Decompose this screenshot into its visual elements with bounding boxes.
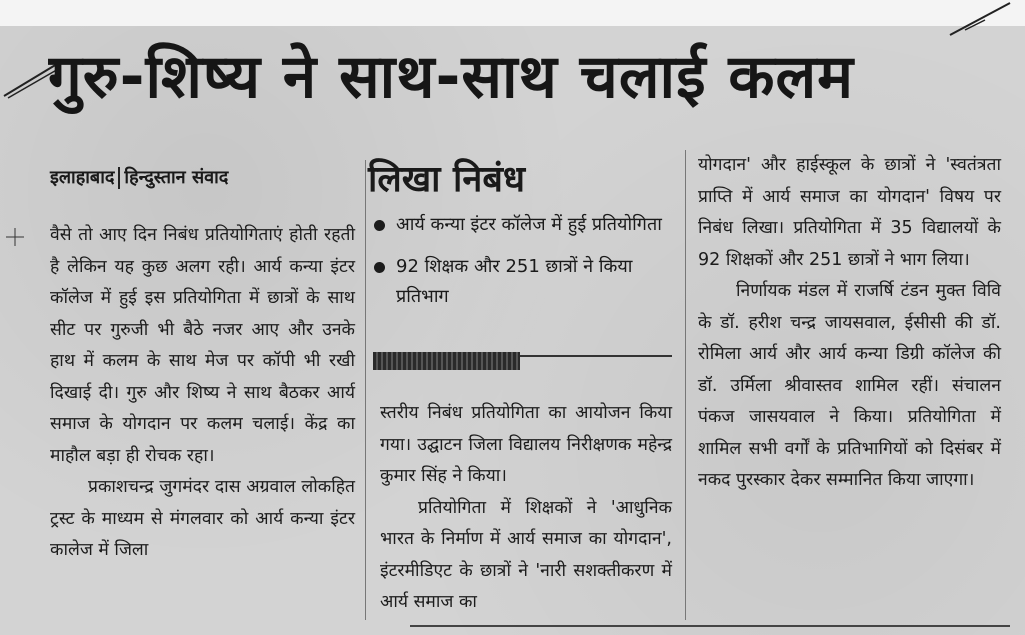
crop-mark-icon xyxy=(6,228,24,246)
column-divider xyxy=(365,160,366,620)
column2-paragraph-1: स्तरीय निबंध प्रतियोगिता का आयोजन किया गया। उद्घाटन जिला विद्यालय निरीक्षणक महेन्द्र कुमार सिंह ने किया। xyxy=(380,403,672,486)
byline-place: इलाहाबाद xyxy=(50,167,115,188)
sidebar-bullet xyxy=(370,252,670,312)
scan-top-margin xyxy=(0,0,1025,26)
column1-paragraph-1: वैसे तो आए दिन निबंध प्रतियोगिताएं होती रहती है लेकिन यह कुछ अलग रही। आर्य कन्या इंटर कॉलेज में हुई इस प्रतियोगिता में छात्रों के साथ सीट पर गुरुजी भी बैठे नजर आए और उनके हाथ में कलम के साथ मेज पर कॉपी भी रखी दिखाई दी। गुरु और शिष्य ने साथ बैठकर आर्य समाज के योगदान पर कलम चलाई। केंद्र का माहौल बड़ा ही रोचक रहा। xyxy=(50,225,355,466)
sidebar-bullet-text: आर्य कन्या इंटर कॉलेज में हुई प्रतियोगिता xyxy=(396,214,662,235)
sidebar-rule-block xyxy=(373,352,520,370)
article-column-3 xyxy=(698,150,1001,630)
column-divider xyxy=(685,150,686,620)
column1-paragraph-2: प्रकाशचन्द्र जुगमंदर दास अग्रवाल लोकहित ट्रस्ट के माध्यम से मंगलवार को आर्य कन्या इंटर कालेज में जिला xyxy=(50,477,355,560)
byline-source: हिन्दुस्तान संवाद xyxy=(124,167,229,188)
headline: गुरु-शिष्य ने साथ-साथ चलाई कलम xyxy=(48,42,855,112)
article-column-2 xyxy=(380,398,672,628)
article-column-1 xyxy=(50,220,355,630)
sidebar-rule-line xyxy=(520,355,672,357)
byline-separator xyxy=(118,167,120,189)
bullet-dot-icon xyxy=(374,220,385,231)
sidebar-bullet xyxy=(370,210,670,240)
byline xyxy=(50,165,340,197)
sidebar-bullets xyxy=(370,210,670,350)
sidebar-title: लिखा निबंध xyxy=(368,159,526,200)
column2-paragraph-2: प्रतियोगिता में शिक्षकों ने 'आधुनिक भारत के निर्माण में आर्य समाज का योगदान', इंटरमीडिएट के छात्रों ने 'नारी सशक्तीकरण में आर्य समाज का xyxy=(380,497,672,612)
bullet-dot-icon xyxy=(374,262,385,273)
column3-paragraph-2: निर्णायक मंडल में राजर्षि टंडन मुक्त विवि के डॉ. हरीश चन्द्र जायसवाल, ईसीसी की डॉ. रोमिला आर्य और आर्य कन्या डिग्री कॉलेज की डॉ. उर्मिला श्रीवास्तव शामिल रहीं। संचालन पंकज जासयवाल ने किया। प्रतियोगिता में शामिल सभी वर्गों के प्रतिभागियों को दिसंबर में नकद पुरस्कार देकर सम्मानित किया जाएगा। xyxy=(698,281,1001,490)
column3-paragraph-1: योगदान' और हाईस्कूल के छात्रों ने 'स्वतंत्रता प्राप्ति में आर्य समाज का योगदान' विषय पर निबंध लिखा। प्रतियोगिता में 35 विद्यालयों के 92 शिक्षकों और 251 छात्रों ने भाग लिया। xyxy=(698,155,1001,270)
sidebar-bullet-text: 92 शिक्षक और 251 छात्रों ने किया प्रतिभाग xyxy=(396,256,633,307)
bottom-rule xyxy=(410,625,1010,627)
